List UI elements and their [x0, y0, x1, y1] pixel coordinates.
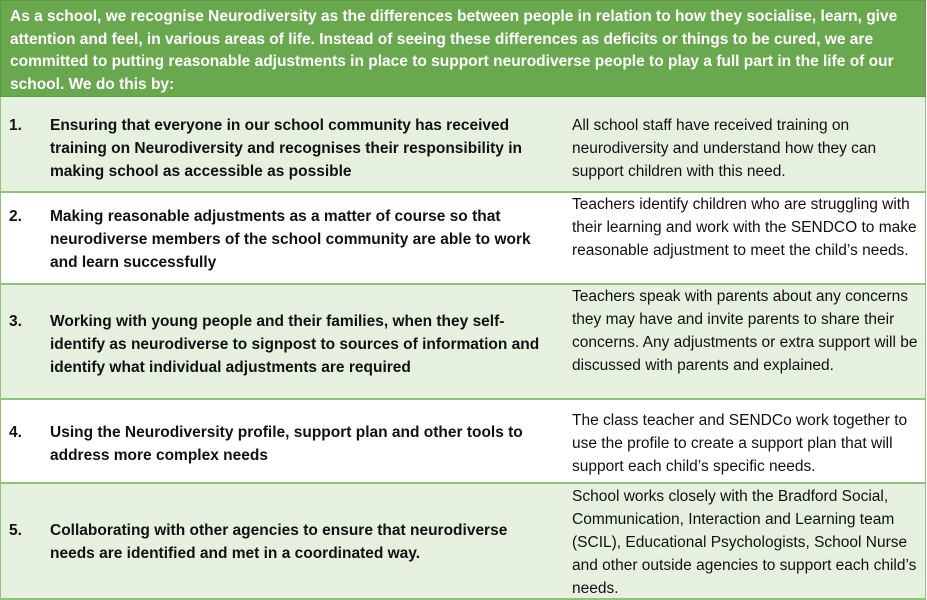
- row-evidence: All school staff have received training on neurodiversity and understand how they can support children with this need.: [572, 117, 877, 180]
- table-row: [0, 285, 926, 400]
- row-evidence: The class teacher and SENDCo work together to use the profile to create a support plan that will support each child’s specific needs.: [572, 412, 908, 475]
- table-row: [0, 400, 926, 484]
- row-number: 4.: [9, 424, 22, 441]
- row-evidence: School works closely with the Bradford Social, Communication, Interaction and Learning team (SCIL), Educational Psychologists, School Nurse and other outside agencies to support each child’s needs.: [572, 488, 917, 597]
- row-action: Using the Neurodiversity profile, support plan and other tools to address more complex needs: [50, 424, 523, 464]
- row-action: Making reasonable adjustments as a matter of course so that neurodiverse members of the school community are able to work and learn successfully: [50, 208, 531, 271]
- row-number: 5.: [9, 522, 22, 539]
- row-number: 1.: [9, 117, 22, 134]
- intro-header: As a school, we recognise Neurodiversity as the differences between people in relation to how they socialise, learn, give attention and feel, in various areas of life. Instead of seeing these differences as deficits or things to be cured, we are committed to putting reasonable adjustments in place to support neurodiverse people to play a full part in the life of our school. We do this by:: [0, 0, 926, 97]
- table-row: [0, 484, 926, 600]
- row-action: Working with young people and their families, when they self-identify as neurodiverse to signpost to sources of information and identify what individual adjustments are required: [50, 313, 540, 376]
- row-evidence: Teachers identify children who are struggling with their learning and work with the SENDCO to make reasonable adjustment to meet the child’s needs.: [572, 196, 917, 259]
- table-row: [0, 193, 926, 285]
- row-action: Collaborating with other agencies to ensure that neurodiverse needs are identified and met in a coordinated way.: [50, 522, 508, 562]
- row-number: 2.: [9, 208, 22, 225]
- row-action: Ensuring that everyone in our school community has received training on Neurodiversity and recognises their responsibility in making school as accessible as possible: [50, 117, 522, 180]
- row-evidence: Teachers speak with parents about any concerns they may have and invite parents to share their concerns. Any adjustments or extra support will be discussed with parents and explained.: [572, 288, 918, 374]
- row-number: 3.: [9, 313, 22, 330]
- table-row: [0, 97, 926, 193]
